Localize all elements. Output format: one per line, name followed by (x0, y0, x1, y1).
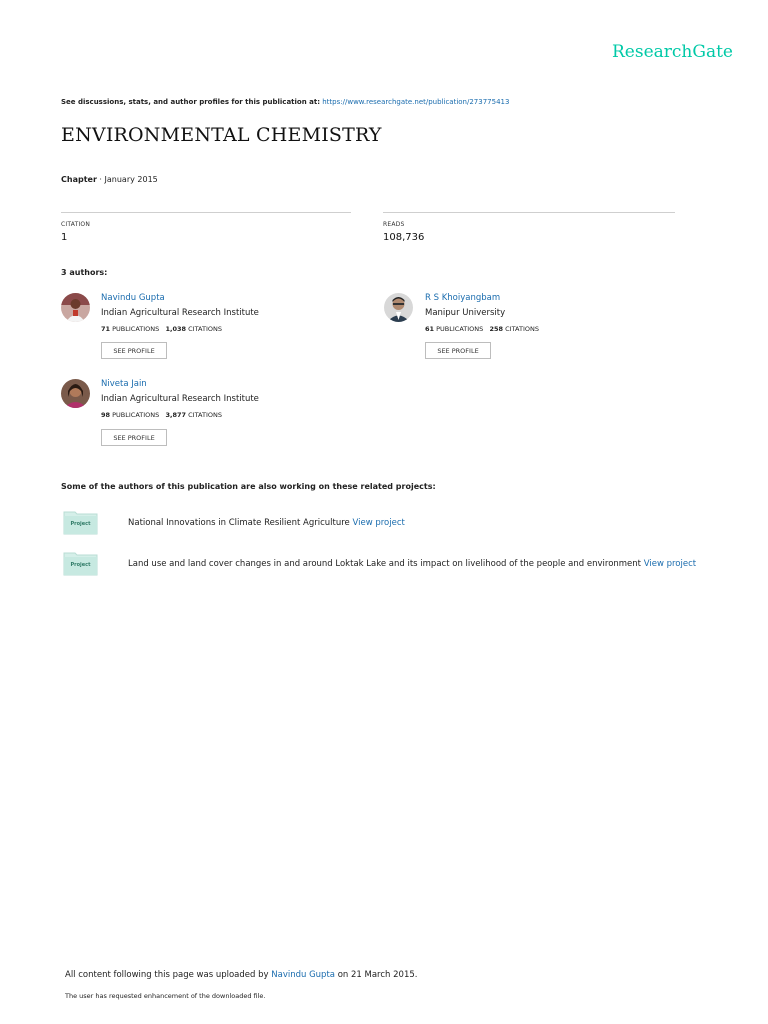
enhancement-note: The user has requested enhancement of the downloaded file. (65, 992, 266, 1000)
author-name-link[interactable]: Niveta Jain (101, 379, 147, 389)
citations-count: 1,038 (165, 325, 187, 333)
citations-label: CITATIONS (188, 411, 222, 419)
publication-type: Chapter (61, 175, 97, 184)
project-folder-icon (63, 550, 98, 576)
project-icon-label: Project (70, 521, 91, 527)
reads-divider (383, 212, 675, 213)
citations-count: 258 (489, 325, 504, 333)
citation-divider (61, 212, 351, 213)
publication-url-link[interactable]: https://www.researchgate.net/publication/273775413 (322, 98, 510, 106)
see-profile-button[interactable]: SEE PROFILE (101, 429, 167, 446)
author-avatar[interactable] (61, 293, 90, 322)
publication-meta (61, 175, 158, 184)
see-profile-button[interactable]: SEE PROFILE (425, 342, 491, 359)
upload-suffix: on 21 March 2015. (337, 970, 418, 980)
related-projects-heading: Some of the authors of this publication are also working on these related projects: (61, 482, 436, 491)
author-institution: Indian Agricultural Research Institute (101, 394, 259, 404)
reads-label: READS (383, 221, 405, 228)
author-institution: Indian Agricultural Research Institute (101, 308, 259, 318)
project-item (128, 559, 696, 569)
publications-count: 98 (101, 411, 111, 419)
project-title: National Innovations in Climate Resilient Agriculture (128, 518, 350, 528)
author-name-link[interactable]: Navindu Gupta (101, 293, 165, 303)
publications-label: PUBLICATIONS (112, 411, 160, 419)
reads-value: 108,736 (383, 232, 425, 243)
author-stats (101, 411, 222, 419)
citations-label: CITATIONS (505, 325, 539, 333)
see-profile-button[interactable]: SEE PROFILE (101, 342, 167, 359)
author-stats (425, 325, 539, 333)
intro-line (61, 98, 509, 106)
project-item (128, 518, 405, 528)
view-project-link[interactable]: View project (643, 559, 697, 569)
upload-prefix: All content following this page was uploaded by (65, 970, 269, 980)
view-project-link[interactable]: View project (352, 518, 405, 528)
publications-label: PUBLICATIONS (436, 325, 484, 333)
citations-count: 3,877 (165, 411, 187, 419)
authors-heading: 3 authors: (61, 268, 108, 277)
project-title: Land use and land cover changes in and around Loktak Lake and its impact on livelihood of the people and environment (128, 559, 642, 569)
upload-note (65, 970, 417, 980)
citation-value: 1 (61, 232, 68, 243)
intro-prefix: See discussions, stats, and author profiles for this publication at: (61, 98, 321, 106)
author-avatar[interactable] (61, 379, 90, 408)
citation-label: CITATION (61, 221, 91, 228)
author-avatar[interactable] (384, 293, 413, 322)
author-name-link[interactable]: R S Khoiyangbam (425, 293, 501, 303)
publication-title: ENVIRONMENTAL CHEMISTRY (61, 124, 382, 146)
publication-date: January 2015 (104, 175, 158, 184)
project-folder-icon (63, 509, 98, 535)
publications-count: 61 (425, 325, 435, 333)
uploader-link[interactable]: Navindu Gupta (271, 970, 335, 980)
project-icon-label: Project (70, 562, 91, 568)
researchgate-logo[interactable]: ResearchGate (612, 42, 733, 62)
publications-label: PUBLICATIONS (112, 325, 160, 333)
citations-label: CITATIONS (188, 325, 222, 333)
meta-separator: · (96, 175, 105, 184)
author-institution: Manipur University (425, 308, 506, 318)
author-stats (101, 325, 222, 333)
publications-count: 71 (101, 325, 111, 333)
